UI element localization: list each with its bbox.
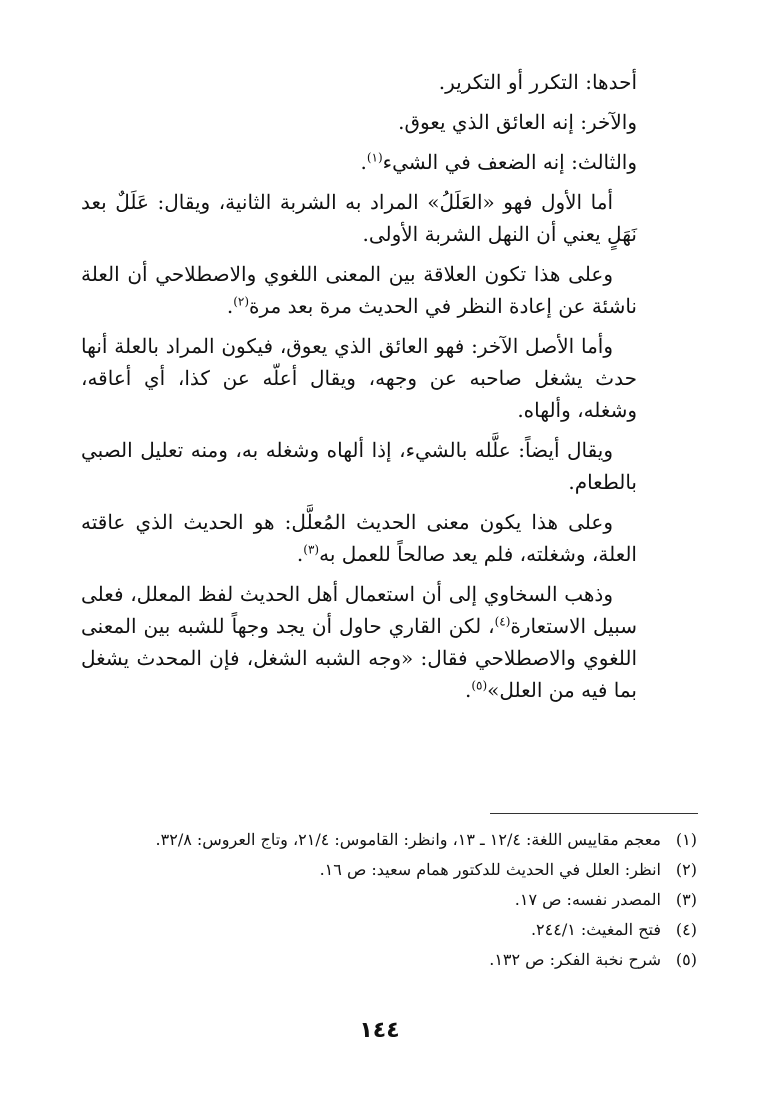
footnote-5 xyxy=(81,946,697,974)
footnote-1 xyxy=(81,826,697,854)
paragraph-text: وأما الأصل الآخر: فهو العائق الذي يعوق، فيكون المراد بالعلة أنها حدث يشغل صاحبه عن وجهه، ويقال أعلّه عن كذا، أي أعاقه، وشغله، وألهاه. xyxy=(81,334,637,422)
footnote-4 xyxy=(81,916,697,944)
footnote-separator xyxy=(490,813,698,814)
paragraph-text: وعلى هذا يكون معنى الحديث المُعلَّل: هو الحديث الذي عاقته العلة، وشغلته، فلم يعد صالحاً للعمل به xyxy=(81,510,637,566)
footnote-number: (١) xyxy=(675,830,697,849)
footnote-2 xyxy=(81,856,697,884)
line-text: أحدها: التكرر أو التكرير. xyxy=(438,70,637,94)
paragraph-6 xyxy=(81,578,637,706)
paragraph-4 xyxy=(81,434,637,498)
footnote-number: (٢) xyxy=(675,860,697,879)
footnote-3 xyxy=(81,886,697,914)
line-text: والثالث: إنه الضعف في الشيء xyxy=(382,150,637,174)
period: . xyxy=(296,542,304,566)
paragraph-5 xyxy=(81,506,637,570)
footnote-text: المصدر نفسه: ص ١٧. xyxy=(514,890,661,909)
paragraph-2 xyxy=(81,258,637,322)
footnote-ref-3: (٣) xyxy=(303,542,320,557)
paragraph-text: ، لكن القاري حاول أن يجد وجهاً للشبه بين المعنى اللغوي والاصطلاحي فقال: «وجه الشبه الشغل، فإن المحدث يشغل بما فيه من العلل» xyxy=(81,614,637,702)
paragraph-text: أما الأول فهو «العَلَلُ» المراد به الشربة الثانية، ويقال: عَلَلٌ بعد نَهَلٍ يعني أن النهل الشربة الأولى. xyxy=(81,190,637,246)
footnote-ref-1: (١) xyxy=(366,150,383,165)
footnotes xyxy=(81,826,697,976)
footnote-ref-4: (٤) xyxy=(494,614,511,629)
footnote-text: معجم مقاييس اللغة: ١٢/٤ ـ ١٣، وانظر: القاموس: ٢١/٤، وتاج العروس: ٣٢/٨. xyxy=(155,830,661,849)
footnote-number: (٣) xyxy=(675,890,697,909)
paragraph-text: وذهب السخاوي إلى أن استعمال أهل الحديث لفظ المعلل، فعلى سبيل الاستعارة xyxy=(81,582,637,638)
definition-line-3 xyxy=(81,146,637,178)
footnote-text: انظر: العلل في الحديث للدكتور همام سعيد: ص ١٦. xyxy=(319,860,661,879)
footnote-text: فتح المغيث: ٢٤٤/١. xyxy=(530,920,661,939)
period: . xyxy=(360,150,367,174)
paragraph-1 xyxy=(81,186,637,250)
paragraph-text: وعلى هذا تكون العلاقة بين المعنى اللغوي والاصطلاحي أن العلة ناشئة عن إعادة النظر في الحديث مرة بعد مرة xyxy=(81,262,637,318)
footnote-ref-5: (٥) xyxy=(471,678,488,693)
footnote-number: (٤) xyxy=(675,920,697,939)
period: . xyxy=(226,294,234,318)
paragraph-text: ويقال أيضاً: علَّله بالشيء، إذا ألهاه وشغله به، ومنه تعليل الصبي بالطعام. xyxy=(81,438,637,494)
page-number: ١٤٤ xyxy=(359,1018,400,1043)
footnote-ref-2: (٢) xyxy=(233,294,250,309)
paragraph-3 xyxy=(81,330,637,426)
line-text: والآخر: إنه العائق الذي يعوق. xyxy=(398,110,637,134)
definition-line-2 xyxy=(81,106,637,138)
footnote-number: (٥) xyxy=(675,950,697,969)
definition-line-1 xyxy=(81,66,637,98)
period: . xyxy=(464,678,472,702)
main-text xyxy=(81,66,637,714)
footnote-text: شرح نخبة الفكر: ص ١٣٢. xyxy=(489,950,661,969)
